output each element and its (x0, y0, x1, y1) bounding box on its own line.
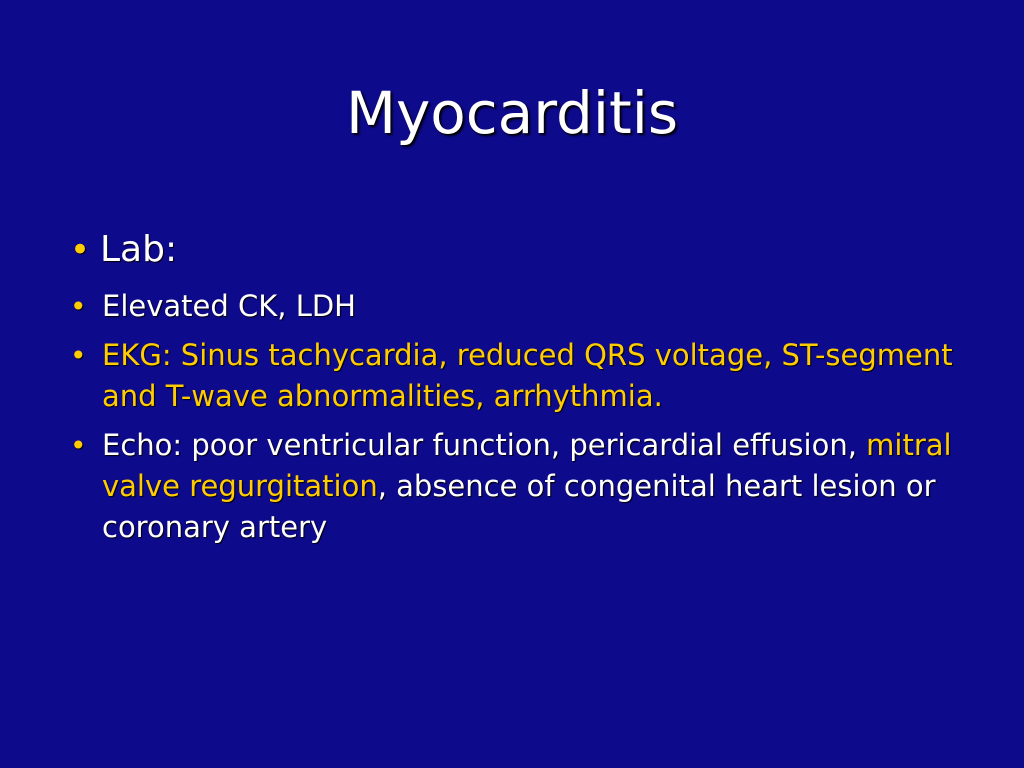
bullet-item-ekg (62, 335, 962, 417)
bullet-list (62, 224, 962, 556)
bullet-text-lab: Lab: (100, 229, 178, 270)
bullet-item-echo (62, 425, 962, 548)
bullet-dot-icon: • (70, 290, 87, 323)
bullet-item-lab (62, 224, 962, 276)
bullet-dot-icon: • (70, 429, 87, 462)
bullet-text-echo-part1: Echo: poor ventricular function, pericardial effusion, (102, 428, 867, 462)
slide-title: Myocarditis (345, 79, 679, 147)
bullet-text-ck-ldh: Elevated CK, LDH (102, 289, 356, 323)
bullet-dot-icon: • (70, 230, 91, 270)
bullet-dot-icon: • (70, 339, 87, 372)
bullet-text-echo-highlight: mitral valve regurgitation (102, 428, 952, 503)
bullet-text-ekg: EKG: Sinus tachycardia, reduced QRS voltage, ST-segment and T-wave abnormalities, arrhythmia. (102, 338, 953, 413)
bullet-item-ck-ldh (62, 286, 962, 327)
bullet-text-echo-part2: , absence of congenital heart lesion or coronary artery (102, 469, 936, 544)
